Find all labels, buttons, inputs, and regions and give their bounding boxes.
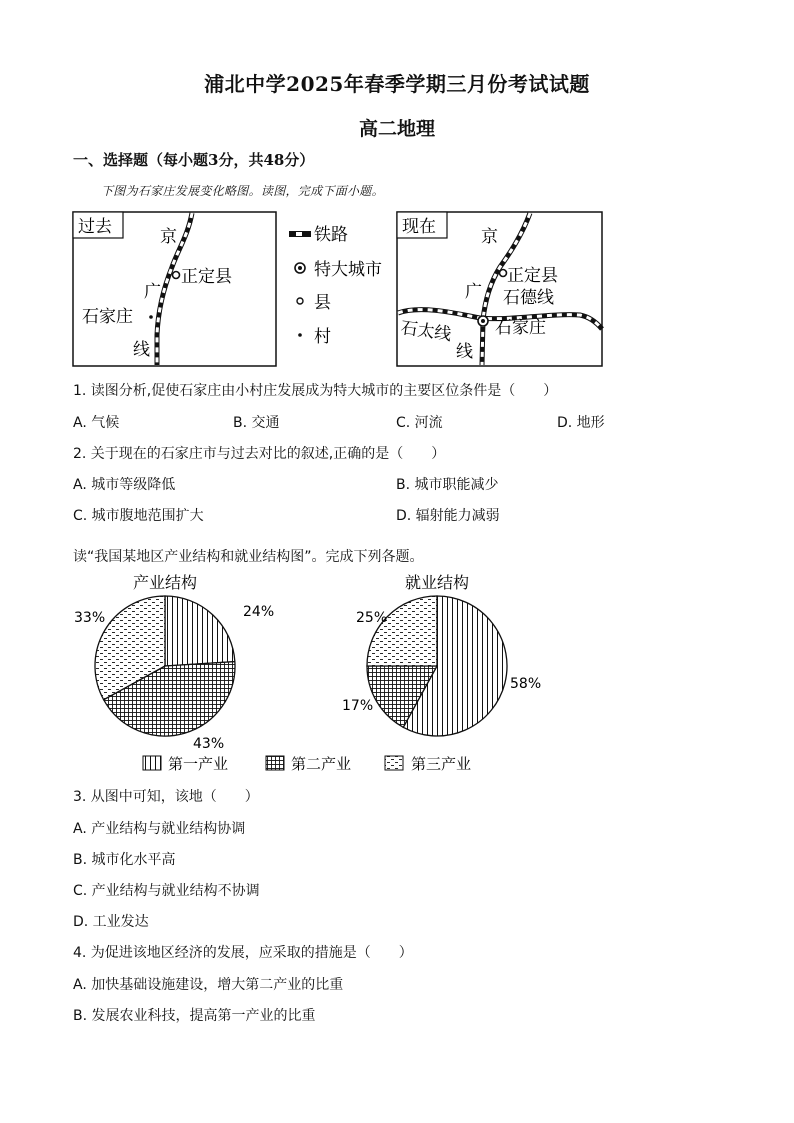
- q4-option-b[interactable]: B. 发展农业科技，提高第一产业的比重: [73, 1008, 316, 1024]
- question-1-stem: 1. 读图分析,促使石家庄由小村庄发展成为特大城市的主要区位条件是（ ）: [73, 383, 558, 399]
- exam-title: 浦北中学2025年春季学期三月份考试试题: [204, 72, 590, 96]
- legend-secondary-label: 第二产业: [291, 755, 352, 773]
- q3-option-a[interactable]: A. 产业结构与就业结构协调: [73, 821, 246, 837]
- past-jing-label: 京: [160, 227, 177, 247]
- pie-1-slice-2: [367, 596, 437, 666]
- present-label: 现在: [402, 217, 436, 237]
- pie-1-label-0: 58%: [510, 676, 542, 692]
- past-label: 过去: [78, 217, 112, 237]
- q3-option-b[interactable]: B. 城市化水平高: [73, 852, 176, 868]
- present-zhengding-marker: [500, 270, 507, 277]
- chart-read-prompt: 读“我国某地区产业结构和就业结构图”。完成下列各题。: [73, 549, 424, 565]
- question-4-stem: 4. 为促进该地区经济的发展，应采取的措施是（ ）: [73, 945, 413, 961]
- present-shide-label: 石德线: [503, 288, 554, 308]
- map-legend: [289, 225, 382, 347]
- question-3-stem: 3. 从图中可知，该地（ ）: [73, 789, 259, 805]
- pie-1-label-1: 17%: [342, 698, 374, 714]
- map-figure: [60, 205, 620, 370]
- pie-0-label-1: 43%: [193, 736, 225, 752]
- present-xian-label: 线: [456, 342, 473, 362]
- legend-county: 县: [314, 293, 331, 313]
- present-zhengding-label: 正定县: [507, 266, 558, 286]
- present-shitai-label: 石太线: [399, 318, 453, 346]
- question-2-stem: 2. 关于现在的石家庄市与过去对比的叙述,正确的是（ ）: [73, 446, 446, 462]
- present-panel: [397, 212, 602, 366]
- q3-option-d[interactable]: D. 工业发达: [73, 914, 149, 930]
- zhengding-county-marker: [173, 272, 180, 279]
- present-jing-label: 京: [481, 227, 498, 247]
- legend-tertiary-swatch: [385, 756, 403, 770]
- map-intro: 下图为石家庄发展变化略图。读图，完成下面小题。: [101, 184, 384, 198]
- chart-legend: [143, 752, 503, 776]
- legend-railway: 铁路: [314, 225, 348, 245]
- past-guang-label: 广: [144, 282, 161, 302]
- q3-option-c[interactable]: C. 产业结构与就业结构不协调: [73, 883, 260, 899]
- pie-0-slice-0: [165, 596, 235, 666]
- pie-0-label-2: 33%: [74, 610, 106, 626]
- q4-option-a[interactable]: A. 加快基础设施建设，增大第二产业的比重: [73, 977, 344, 993]
- q2-option-d[interactable]: D. 辐射能力减弱: [396, 508, 500, 524]
- past-xian-label: 线: [133, 340, 150, 360]
- present-shijiazhuang-label: 石家庄: [495, 318, 546, 338]
- pie-title-0: 产业结构: [132, 573, 198, 592]
- pie-0-label-0: 24%: [243, 604, 275, 620]
- section-heading: 一、选择题（每小题3分，共48分）: [73, 151, 315, 169]
- legend-secondary-swatch: [266, 756, 284, 770]
- legend-big-city: 特大城市: [314, 260, 382, 280]
- present-guang-label: 广: [465, 282, 482, 302]
- legend-primary-swatch: [143, 756, 161, 770]
- past-shijiazhuang-label: 石家庄: [82, 307, 133, 327]
- q2-option-a[interactable]: A. 城市等级降低: [73, 477, 176, 493]
- past-panel: [73, 212, 276, 366]
- pie-title-1: 就业结构: [404, 573, 470, 592]
- q2-option-b[interactable]: B. 城市职能减少: [396, 477, 499, 493]
- subject-title: 高二地理: [358, 118, 435, 140]
- pie-1-label-2: 25%: [356, 610, 388, 626]
- q1-option-b[interactable]: B. 交通: [233, 415, 280, 431]
- q1-option-a[interactable]: A. 气候: [73, 415, 120, 431]
- structure-pie-charts: [60, 568, 542, 778]
- q2-option-c[interactable]: C. 城市腹地范围扩大: [73, 508, 204, 524]
- legend-primary-label: 第一产业: [168, 755, 229, 773]
- legend-village: 村: [314, 327, 331, 347]
- legend-tertiary-label: 第三产业: [411, 755, 472, 773]
- shijiazhuang-village-marker: [149, 315, 153, 319]
- q1-option-d[interactable]: D. 地形: [557, 415, 605, 431]
- q1-option-c[interactable]: C. 河流: [396, 415, 443, 431]
- past-zhengding-label: 正定县: [181, 267, 232, 287]
